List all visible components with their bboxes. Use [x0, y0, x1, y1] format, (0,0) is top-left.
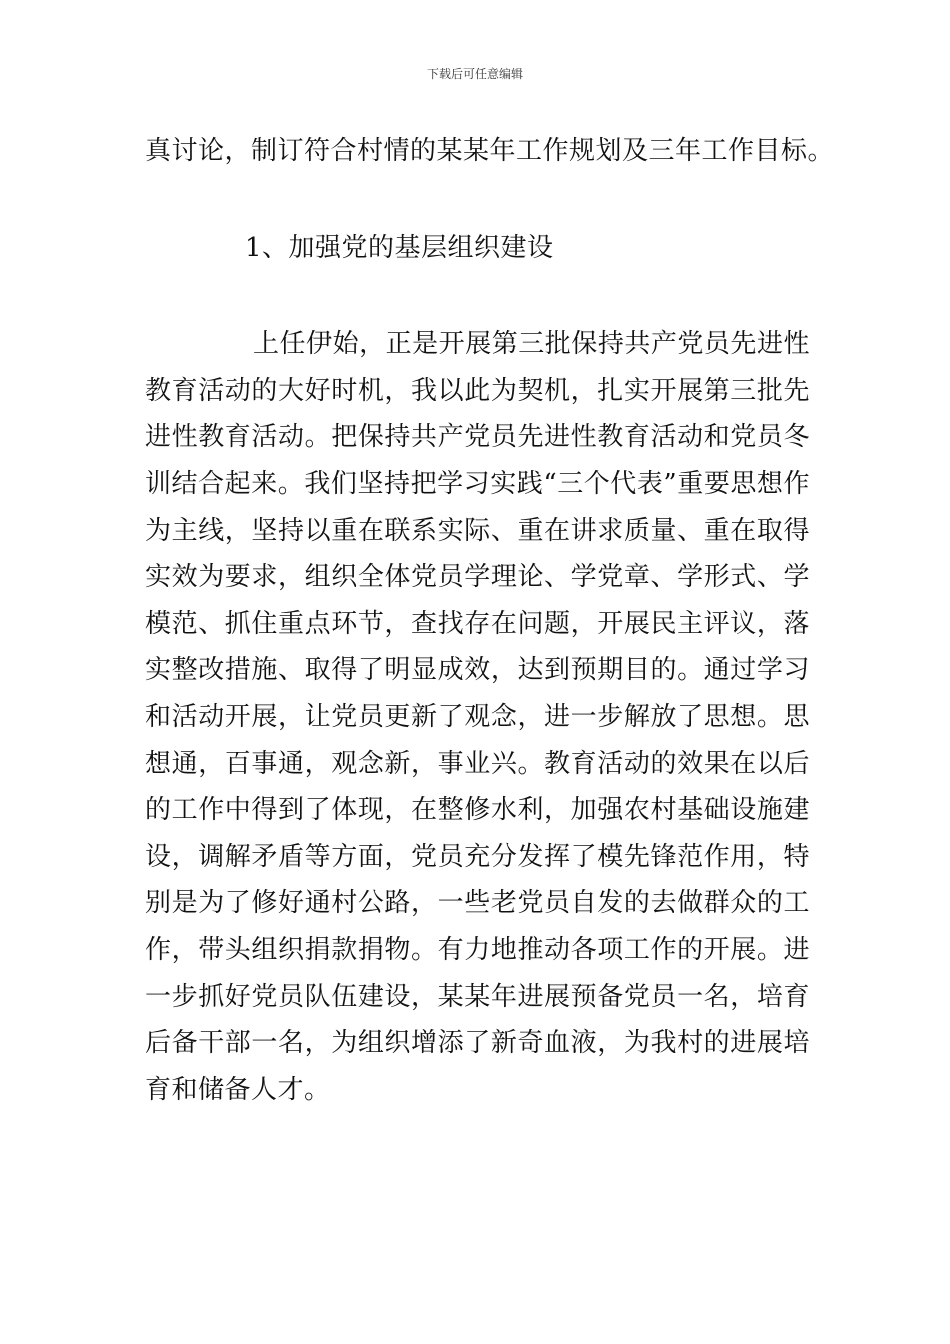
section-heading: 1、加强党的基层组织建设: [245, 232, 554, 263]
page-header-note: 下载后可任意编辑: [426, 67, 523, 81]
document-body: [145, 128, 835, 1113]
body-paragraph: 上任伊始，正是开展第三批保持共产党员先进性教育活动的大好时机，我以此为契机，扎实开展第三批先进性教育活动。把保持共产党员先进性教育活动和党员冬训结合起来。我们坚持把学习实践“三个代表”重要思想作为主线，坚持以重在联系实际、重在讲求质量、重在取得实效为要求，组织全体党员学理论、学党章、学形式、学模范、抓住重点环节，查找存在问题，开展民主评议，落实整改措施、取得了明显成效，达到预期目的。通过学习和活动开展，让党员更新了观念，进一步解放了思想。思想通，百事通，观念新，事业兴。教育活动的效果在以后的工作中得到了体现，在整修水利，加强农村基础设施建设，调解矛盾等方面，党员充分发挥了模先锋范作用，特别是为了修好通村公路，一些老党员自发的去做群众的工作，带头组织捐款捐物。有力地推动各项工作的开展。进一步抓好党员队伍建设，某某年进展预备党员一名，培育后备干部一名，为组织增添了新奇血液，为我村的进展培育和储备人才。: [145, 329, 810, 1105]
continued-text-line: 真讨论，制订符合村情的某某年工作规划及三年工作目标。: [145, 136, 835, 166]
